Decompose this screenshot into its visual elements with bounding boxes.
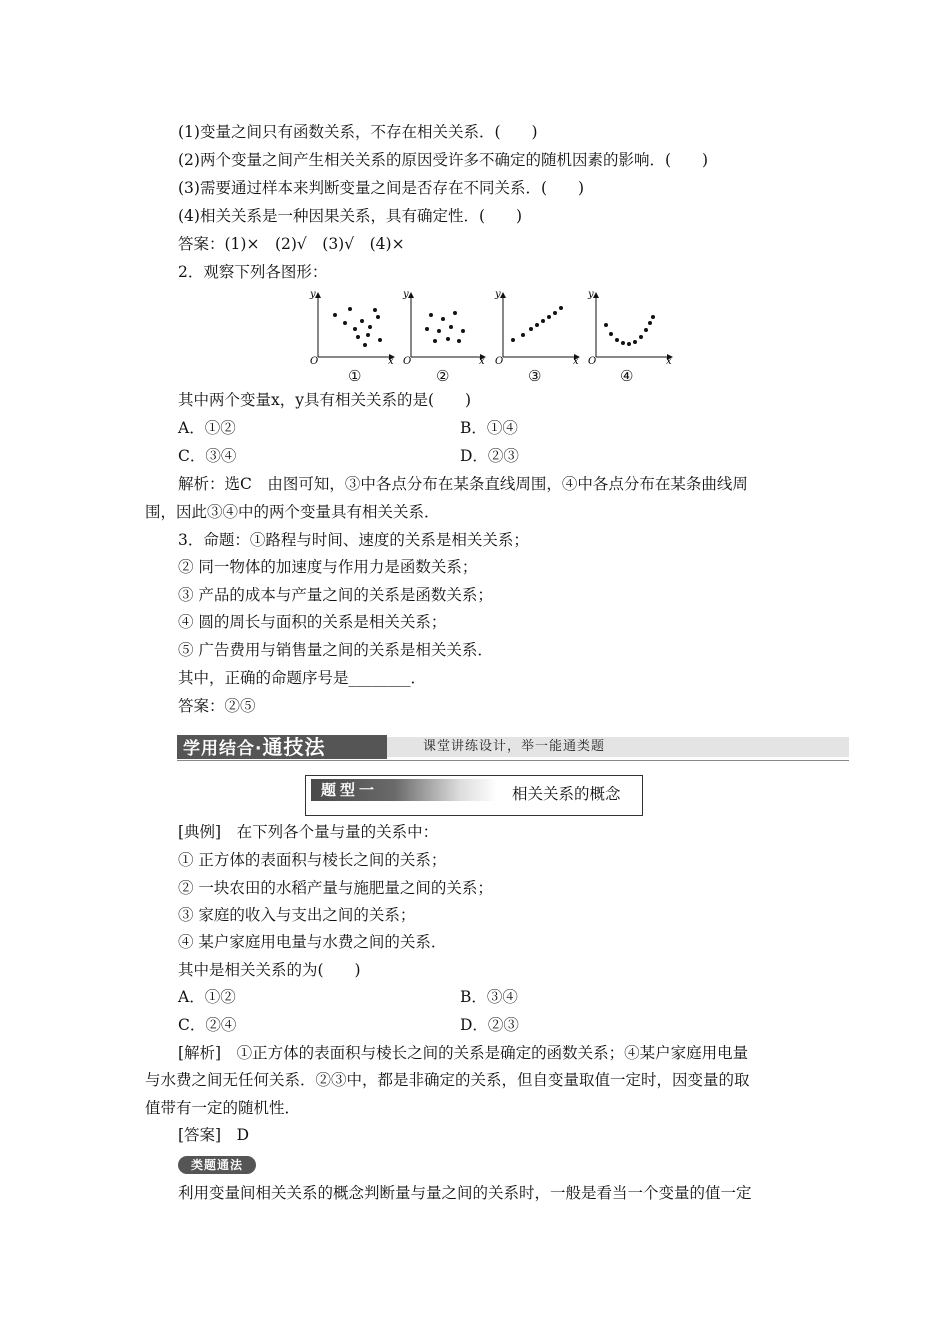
fig4-y-label: y (588, 289, 594, 300)
example-stem: [典例] 在下列各个量与量的关系中： (178, 823, 439, 841)
banner-subtitle: 课堂讲练设计，举一能通类题 (423, 739, 606, 754)
example-answer: [答案] D (178, 1126, 250, 1144)
fig1-x-label: x (388, 356, 394, 367)
fig3-label: ③ (528, 367, 542, 385)
fig4-point (648, 321, 652, 325)
fig1-point (348, 307, 352, 311)
q3-item-3: ③ 产品的成本与产量之间的关系是函数关系； (178, 586, 493, 604)
q2-options-row-2 (178, 446, 778, 466)
fig3-x-label: x (573, 356, 579, 367)
example-analysis-2: 与水费之间无任何关系．②③中，都是非确定的关系，但自变量取值一定时，因变量的取 (145, 1071, 750, 1089)
fig4-point (644, 328, 648, 332)
fig2-x-label: x (479, 356, 485, 367)
q2-option-d: D．②③ (460, 447, 519, 465)
fig2-point (453, 311, 457, 315)
example-options-row-1 (178, 987, 778, 1007)
fig1-origin: O (310, 356, 319, 367)
fig3-point (541, 319, 545, 323)
question-type-tag-label: 题型一 (321, 781, 379, 799)
fig1-point (333, 313, 337, 317)
fig2-point (441, 317, 445, 321)
fig2-point (437, 329, 441, 333)
fig4-label: ④ (620, 367, 634, 385)
fig3-point (535, 323, 539, 327)
q2-option-b: B．①④ (460, 419, 518, 437)
q2-analysis-2: 围，因此③④中的两个变量具有相关关系． (145, 503, 440, 521)
fig3-point (553, 311, 557, 315)
fig2-point (429, 313, 433, 317)
banner-title-a: 学用结合· (183, 739, 263, 759)
fig3-point (521, 333, 525, 337)
q2-analysis-1: 解析：选C 由图可知，③中各点分布在某条直线周围，④中各点分布在某条曲线周 (178, 475, 748, 493)
fig1-point (378, 338, 382, 342)
fig3-point (511, 338, 515, 342)
fig1-point (360, 319, 364, 323)
fig3-point (547, 315, 551, 319)
question-type-tag (311, 779, 497, 801)
fig2-point (433, 339, 437, 343)
question-type-title: 相关关系的概念 (512, 785, 621, 803)
fig4-point (615, 338, 619, 342)
example-item-1: ① 正方体的表面积与棱长之间的关系； (178, 851, 447, 869)
q2-question: 其中两个变量x，y具有相关关系的是( ) (178, 391, 472, 409)
q1-answer: 答案：(1)× (2)√ (3)√ (4)× (178, 235, 405, 253)
question-type-box (305, 775, 643, 816)
fig1-point (366, 333, 370, 337)
fig2-label: ② (436, 367, 450, 385)
fig2-y-label: y (403, 289, 409, 300)
scatter-figure-3 (494, 289, 579, 367)
q1-item-4: (4)相关关系是一种因果关系，具有确定性．( ) (178, 207, 523, 225)
fig2-origin: O (403, 356, 412, 367)
example-analysis-1: [解析] ①正方体的表面积与棱长之间的关系是确定的函数关系；④某户家庭用电量 (178, 1044, 749, 1062)
scatter-figure-1 (309, 289, 394, 367)
q3-stem: 3．命题：①路程与时间、速度的关系是相关关系； (178, 531, 529, 549)
example-item-2: ② 一块农田的水稻产量与施肥量之间的关系； (178, 879, 493, 897)
example-item-3: ③ 家庭的收入与支出之间的关系； (178, 906, 416, 924)
q1-item-2: (2)两个变量之间产生相关关系的原因受许多不确定的随机因素的影响．( ) (178, 151, 709, 169)
fig1-point (368, 325, 372, 329)
q2-option-a: A．①② (178, 419, 236, 437)
fig4-point (633, 340, 637, 344)
example-option-d: D．②③ (460, 1016, 519, 1034)
q2-stem: 2．观察下列各图形： (178, 263, 328, 281)
method-tag: 类题通法 (178, 1156, 256, 1174)
q3-item-4: ④ 圆的周长与面积的关系是相关关系； (178, 613, 447, 631)
example-analysis-3: 值带有一定的随机性． (145, 1099, 301, 1117)
fig2-point (449, 325, 453, 329)
fig4-x-label: x (666, 356, 672, 367)
banner-title-b: 通技法 (262, 735, 326, 759)
fig3-origin: O (495, 356, 504, 367)
scatter-figure-2 (402, 289, 485, 367)
fig1-y-label: y (310, 289, 316, 300)
q2-options-row-1 (178, 418, 778, 438)
fig3-point (559, 306, 563, 310)
banner-rule (177, 760, 849, 761)
fig1-label: ① (348, 367, 362, 385)
q3-answer: 答案：②⑤ (178, 697, 256, 715)
fig4-point (621, 341, 625, 345)
fig2-point (446, 337, 450, 341)
fig4-point (604, 323, 608, 327)
fig2-point (457, 339, 461, 343)
example-option-c: C．②④ (178, 1016, 237, 1034)
method-text: 利用变量间相关关系的概念判断量与量之间的关系时，一般是看当一个变量的值一定 (178, 1184, 752, 1202)
q2-option-c: C．③④ (178, 447, 237, 465)
scatter-figure-4 (587, 289, 672, 367)
banner-title (177, 735, 387, 759)
q3-question: 其中，正确的命题序号是________． (178, 669, 427, 687)
fig1-point (373, 308, 377, 312)
fig4-point (639, 335, 643, 339)
q3-item-5: ⑤ 广告费用与销售量之间的关系是相关关系． (178, 641, 493, 659)
fig3-point (529, 327, 533, 331)
q1-item-1: (1)变量之间只有函数关系，不存在相关关系．( ) (178, 123, 538, 141)
fig1-point (343, 321, 347, 325)
q3-item-2: ② 同一物体的加速度与作用力是函数关系； (178, 558, 478, 576)
q1-item-3: (3)需要通过样本来判断变量之间是否存在不同关系．( ) (178, 179, 585, 197)
example-options-row-2 (178, 1015, 778, 1035)
fig4-point (627, 342, 631, 346)
example-option-b: B．③④ (460, 988, 518, 1006)
fig4-point (609, 332, 613, 336)
fig1-point (353, 327, 357, 331)
fig2-point (461, 329, 465, 333)
example-option-a: A．①② (178, 988, 236, 1006)
fig1-point (356, 335, 360, 339)
fig1-point (363, 343, 367, 347)
fig3-y-label: y (495, 289, 501, 300)
example-question: 其中是相关关系的为( ) (178, 961, 361, 979)
fig4-origin: O (588, 356, 597, 367)
fig2-point (425, 327, 429, 331)
section-banner (177, 735, 849, 761)
fig1-point (376, 315, 380, 319)
scatter-figures (300, 285, 680, 394)
fig4-point (651, 315, 655, 319)
example-item-4: ④ 某户家庭用电量与水费之间的关系． (178, 933, 447, 951)
